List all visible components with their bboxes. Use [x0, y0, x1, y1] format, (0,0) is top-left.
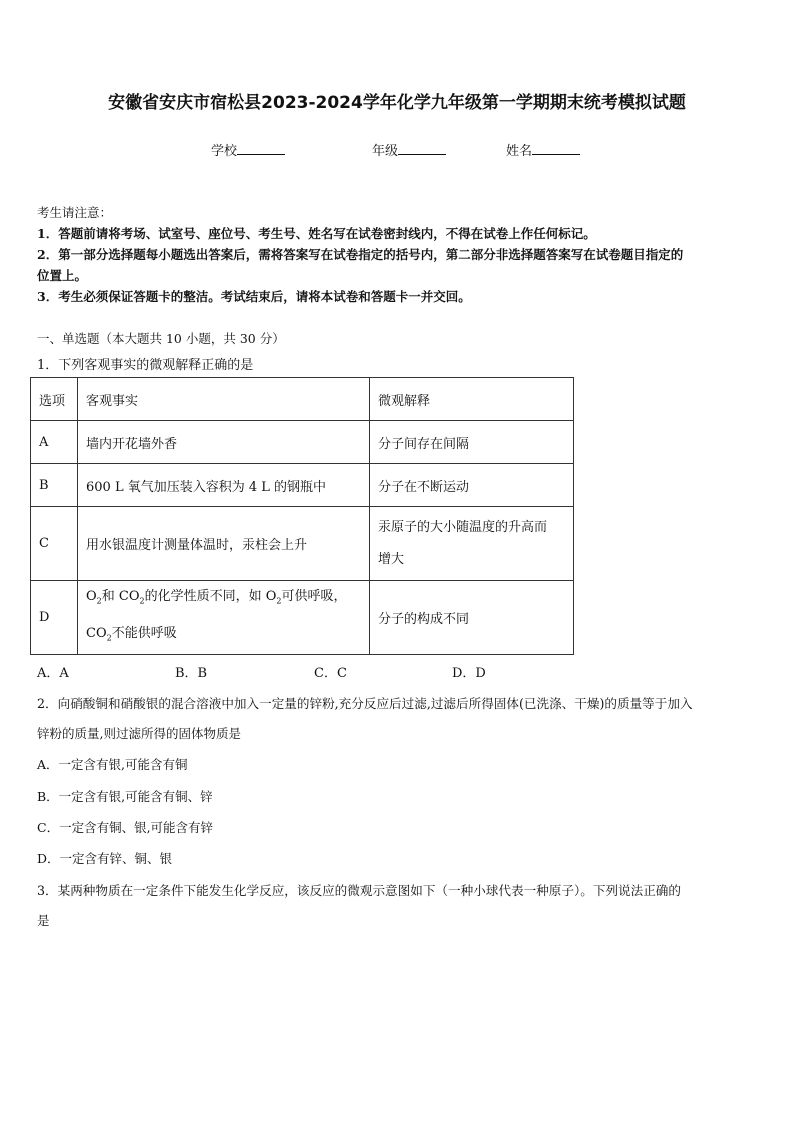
notice-item-1: 1．答题前请将考场、试室号、座位号、考生号、姓名写在试卷密封线内，不得在试卷上作任何标记。	[37, 226, 596, 241]
school-label: 学校	[211, 144, 238, 159]
q2-option-a[interactable]: A．一定含有银,可能含有铜	[37, 757, 188, 772]
row-option: B	[31, 464, 78, 507]
formula-subscript: 2	[139, 596, 145, 606]
row-explanation-line-1: 汞原子的大小随温度的升高而	[378, 519, 548, 535]
row-fact	[78, 581, 370, 655]
notice-item-3: 3．考生必须保证答题卡的整洁。考试结束后，请将本试卷和答题卡一并交回。	[37, 289, 471, 304]
q3-stem-line-1: 3．某两种物质在一定条件下能发生化学反应，该反应的微观示意图如下（一种小球代表一种原子）。下列说法正确的	[37, 883, 681, 898]
row-explanation: 分子的构成不同	[370, 581, 574, 655]
row-explanation	[370, 507, 574, 581]
row-fact: 600 L 氧气加压装入容积为 4 L 的钢瓶中	[78, 464, 370, 507]
formula-text: O	[86, 589, 97, 604]
grade-label: 年级	[372, 144, 399, 159]
q1-stem: 1．下列客观事实的微观解释正确的是	[37, 358, 254, 373]
q1-choice-d[interactable]: D．D	[452, 666, 486, 681]
exam-title: 安徽省安庆市宿松县2023-2024学年化学九年级第一学期期末统考模拟试题	[108, 93, 686, 113]
name-field	[506, 140, 580, 159]
school-blank[interactable]	[237, 142, 285, 155]
q2-option-b[interactable]: B．一定含有银,可能含有铜、锌	[37, 789, 213, 804]
section-heading: 一、单选题（本大题共 10 小题，共 30 分）	[37, 331, 285, 346]
row-option: D	[31, 581, 78, 655]
name-blank[interactable]	[532, 142, 580, 155]
formula-subscript: 2	[96, 596, 102, 606]
q1-table	[30, 377, 574, 655]
row-explanation: 分子间存在间隔	[370, 421, 574, 464]
formula-text: 的化学性质不同，如 O	[144, 589, 277, 604]
table-header-row	[31, 378, 574, 421]
q2-option-c[interactable]: C．一定含有铜、银,可能含有锌	[37, 820, 214, 835]
table-row	[31, 507, 574, 581]
notice-item-2b: 位置上。	[37, 268, 88, 283]
formula-text: CO	[86, 625, 107, 641]
q1-choice-c[interactable]: C．C	[314, 666, 347, 681]
q2-stem-line-2: 锌粉的质量,则过滤所得的固体物质是	[37, 726, 241, 741]
row-fact-line-1	[86, 581, 361, 618]
formula-text: 和 CO	[101, 589, 140, 604]
school-field	[211, 140, 285, 159]
row-option: C	[31, 507, 78, 581]
name-label: 姓名	[506, 144, 533, 159]
table-row	[31, 581, 574, 655]
q2-option-d[interactable]: D．一定含有锌、铜、银	[37, 851, 173, 866]
formula-text: 不能供呼吸	[111, 625, 177, 641]
q1-choice-a[interactable]: A．A	[37, 666, 69, 681]
row-fact-line-2	[86, 618, 361, 655]
row-fact: 用水银温度计测量体温时，汞柱会上升	[78, 507, 370, 581]
header-explanation: 微观解释	[370, 378, 574, 421]
formula-text: 可供呼吸，	[281, 589, 347, 604]
notice-heading: 考生请注意：	[37, 205, 113, 220]
row-fact: 墙内开花墙外香	[78, 421, 370, 464]
row-option: A	[31, 421, 78, 464]
q1-choice-b[interactable]: B．B	[175, 666, 208, 681]
q3-stem-line-2: 是	[37, 913, 50, 928]
grade-blank[interactable]	[398, 142, 446, 155]
row-explanation: 分子在不断运动	[370, 464, 574, 507]
grade-field	[372, 140, 446, 159]
q2-stem-line-1: 2．向硝酸铜和硝酸银的混合溶液中加入一定量的锌粉,充分反应后过滤,过滤后所得固体(已洗涤、干燥)的质量等于加入	[37, 696, 693, 711]
notice-item-2a: 2．第一部分选择题每小题选出答案后，需将答案写在试卷指定的括号内，第二部分非选择题答案写在试卷题目指定的	[37, 247, 684, 262]
row-explanation-line-2: 增大	[378, 551, 405, 567]
header-option: 选项	[31, 378, 78, 421]
table-row	[31, 464, 574, 507]
header-fact: 客观事实	[78, 378, 370, 421]
formula-subscript: 2	[276, 596, 282, 606]
formula-subscript: 2	[106, 633, 112, 643]
table-row	[31, 421, 574, 464]
